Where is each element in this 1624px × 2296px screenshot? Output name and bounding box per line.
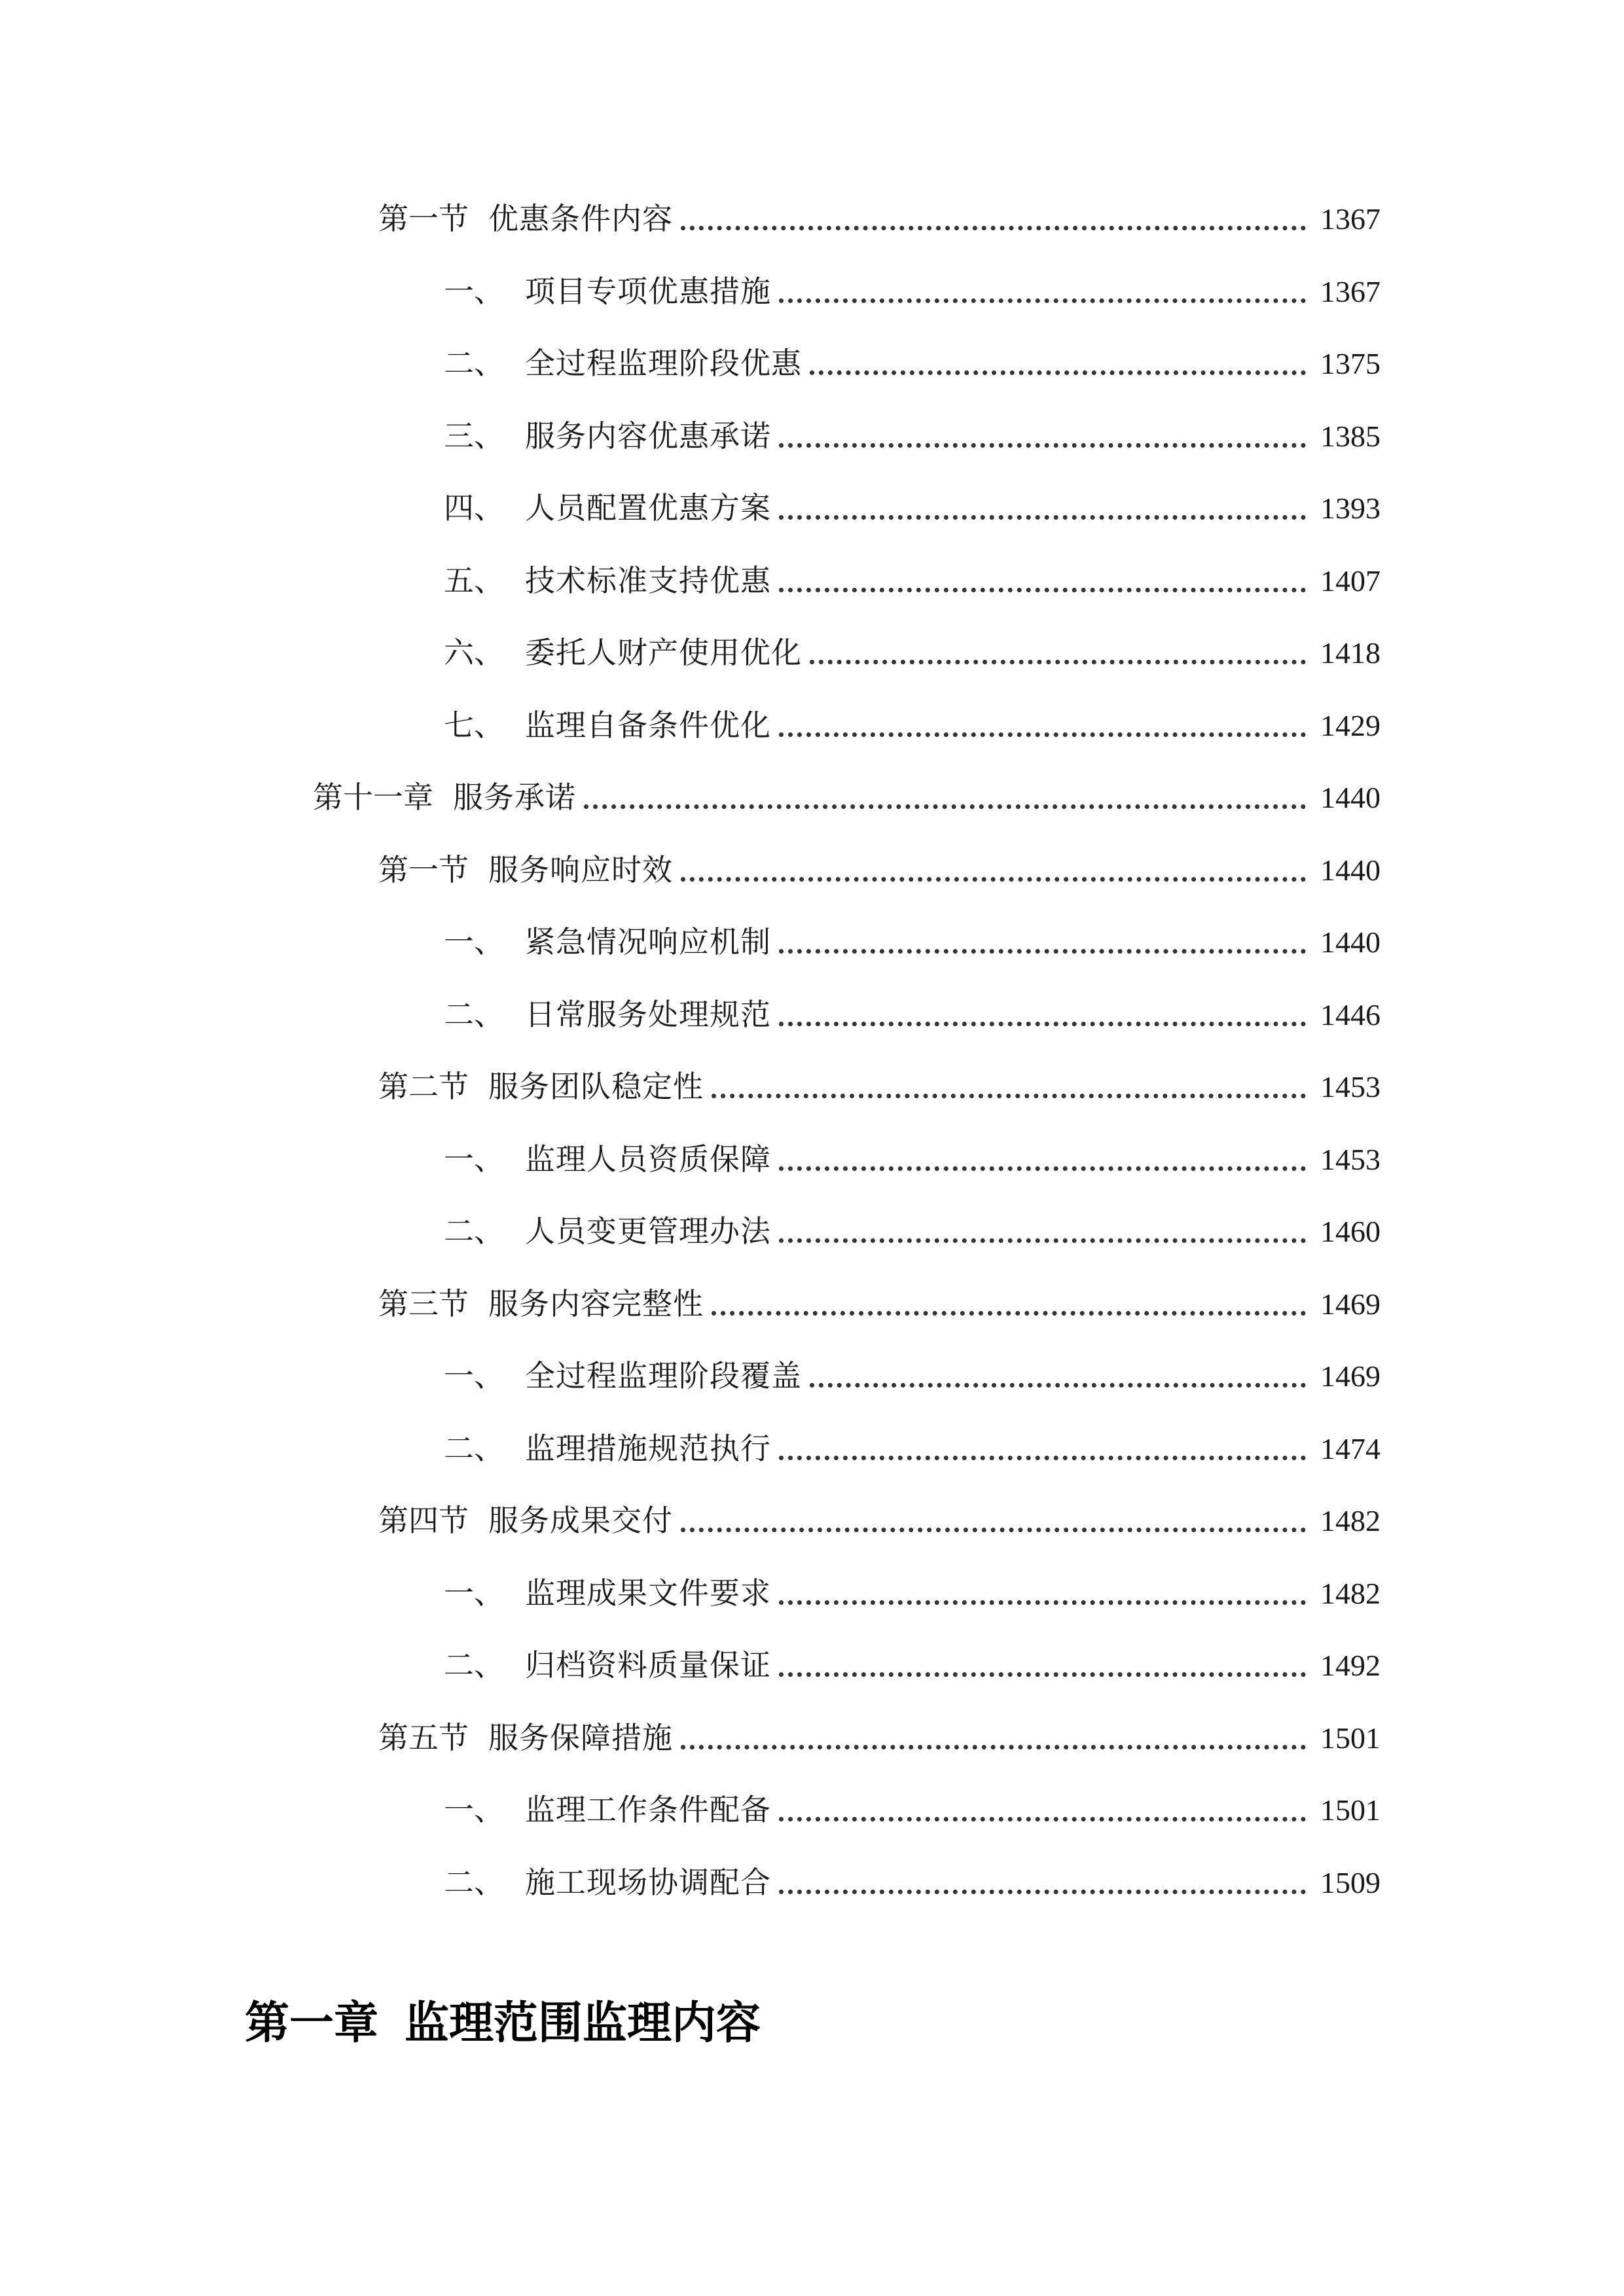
toc-entry-line [378,852,1380,888]
toc-dot-leader [779,1600,1306,1605]
toc-entry-number: 二、 [444,1647,504,1683]
toc-entry-chapter[interactable] [0,770,1624,843]
toc-dot-leader [681,877,1306,882]
toc-entry-title: 服务响应时效 [488,852,673,888]
toc-entry-number: 第三节 [378,1285,469,1321]
toc-dot-leader [810,660,1306,664]
toc-entry-section[interactable] [0,1494,1624,1566]
toc-dot-leader [779,1022,1306,1026]
toc-dot-leader [779,949,1306,954]
toc-dot-leader [810,1383,1306,1388]
toc-entry-line [444,924,1380,960]
toc-entry-page-number: 1440 [1320,853,1380,887]
toc-entry-page-number: 1453 [1320,1142,1380,1176]
toc-entry-number: 一、 [444,1141,504,1177]
toc-entry-line [378,1071,1380,1102]
toc-entry-page-number: 1367 [1320,274,1380,308]
toc-dot-leader [712,1311,1306,1316]
toc-entry-number: 一、 [444,1358,504,1393]
toc-entry-line [444,1141,1380,1177]
toc-entry-number: 第五节 [378,1719,469,1755]
toc-entry-number: 一、 [444,924,504,960]
toc-dot-leader [779,732,1306,737]
toc-entry-title: 全过程监理阶段优惠 [525,346,802,381]
toc-dot-leader [779,1817,1306,1821]
toc-entry-page-number: 1469 [1320,1359,1380,1393]
toc-entry-title: 服务内容优惠承诺 [525,418,771,454]
toc-entry-title: 监理人员资质保障 [525,1141,771,1177]
toc-entry-line [444,1792,1380,1827]
toc-entry-line [444,637,1380,668]
toc-entry-line [444,707,1380,743]
toc-entry-number: 三、 [444,418,504,454]
toc-entry-number: 七、 [444,707,504,743]
toc-entry-title: 施工现场协调配合 [525,1864,771,1900]
toc-entry-page-number: 1418 [1320,636,1380,670]
toc-entry-line [444,1213,1380,1249]
toc-entry-item[interactable] [0,1783,1624,1856]
toc-entry-number: 一、 [444,273,504,309]
toc-entry-line [444,996,1380,1032]
toc-entry-page-number: 1501 [1320,1793,1380,1827]
toc-dot-leader [779,1890,1306,1894]
toc-entry-number: 五、 [444,562,504,598]
toc-dot-leader [779,515,1306,520]
toc-entry-title: 紧急情况响应机制 [525,924,771,960]
toc-entry-item[interactable] [0,1204,1624,1277]
toc-dot-leader [779,1672,1306,1677]
toc-entry-number: 六、 [444,635,504,670]
table-of-contents [0,192,1624,1928]
toc-entry-line [444,273,1380,309]
toc-entry-page-number: 1492 [1320,1649,1380,1682]
toc-entry-line [444,1358,1380,1393]
toc-entry-line [313,782,1380,813]
toc-dot-leader [779,1238,1306,1243]
toc-entry-title: 日常服务处理规范 [525,996,771,1032]
toc-entry-page-number: 1469 [1320,1287,1380,1321]
toc-entry-page-number: 1474 [1320,1431,1380,1465]
toc-entry-line [378,1285,1380,1321]
toc-entry-number: 一、 [444,1792,504,1827]
toc-entry-section[interactable] [0,843,1624,916]
toc-dot-leader [584,804,1306,809]
toc-entry-page-number: 1453 [1320,1070,1380,1103]
toc-entry-item[interactable] [0,554,1624,626]
toc-entry-section[interactable] [0,1060,1624,1132]
toc-entry-item[interactable] [0,1638,1624,1711]
toc-entry-page-number: 1385 [1320,419,1380,453]
toc-entry-number: 第一节 [378,201,469,236]
toc-entry-number: 二、 [444,1864,504,1900]
toc-entry-title: 服务团队稳定性 [488,1069,704,1104]
toc-entry-item[interactable] [0,336,1624,409]
toc-entry-number: 第十一章 [313,780,433,815]
toc-entry-title: 项目专项优惠措施 [525,273,771,309]
toc-entry-number: 二、 [444,1213,504,1249]
toc-entry-number: 第二节 [378,1069,469,1104]
toc-dot-leader [810,370,1306,375]
toc-entry-title: 监理工作条件配备 [525,1792,771,1827]
toc-dot-leader [779,1166,1306,1171]
toc-entry-line [444,562,1380,598]
toc-dot-leader [712,1094,1306,1098]
toc-entry-page-number: 1482 [1320,1576,1380,1610]
toc-dot-leader [681,226,1306,230]
toc-entry-item[interactable] [0,409,1624,482]
toc-entry-item[interactable] [0,481,1624,554]
toc-dot-leader [779,1456,1306,1460]
toc-dot-leader [779,298,1306,303]
toc-entry-title: 服务成果交付 [488,1503,673,1538]
toc-entry-item[interactable] [0,1566,1624,1639]
toc-entry-number: 二、 [444,996,504,1032]
toc-entry-line [444,490,1380,526]
toc-entry-title: 监理自备条件优化 [525,707,771,743]
toc-entry-number: 二、 [444,1430,504,1466]
toc-entry-section[interactable] [0,1277,1624,1350]
toc-entry-title: 监理措施规范执行 [525,1430,771,1466]
toc-entry-item[interactable] [0,1132,1624,1205]
toc-entry-item[interactable] [0,988,1624,1060]
toc-entry-line [444,1575,1380,1611]
toc-entry-page-number: 1407 [1320,564,1380,598]
toc-entry-number: 二、 [444,346,504,381]
toc-entry-title: 服务保障措施 [488,1719,673,1755]
toc-entry-number: 第四节 [378,1503,469,1538]
toc-entry-title: 优惠条件内容 [488,201,673,236]
toc-entry-number: 四、 [444,490,504,526]
toc-dot-leader [681,1745,1306,1749]
toc-entry-section[interactable] [0,192,1624,264]
toc-entry-line [444,418,1380,454]
toc-entry-item[interactable] [0,626,1624,698]
toc-entry-page-number: 1375 [1320,347,1380,380]
toc-entry-line [444,1430,1380,1466]
toc-entry-title: 人员配置优惠方案 [525,490,771,526]
toc-entry-title: 委托人财产使用优化 [525,635,802,670]
toc-entry-item[interactable] [0,915,1624,988]
toc-entry-item[interactable] [0,1422,1624,1494]
toc-entry-page-number: 1367 [1320,202,1380,236]
toc-entry-title: 服务内容完整性 [488,1285,704,1321]
chapter-heading-number: 第一章 [245,1998,379,2049]
toc-entry-line [444,1864,1380,1900]
toc-entry-page-number: 1429 [1320,708,1380,742]
toc-entry-title: 技术标准支持优惠 [525,562,771,598]
toc-dot-leader [681,1528,1306,1532]
toc-dot-leader [779,588,1306,592]
toc-entry-item[interactable] [0,1856,1624,1928]
toc-entry-page-number: 1509 [1320,1865,1380,1899]
toc-entry-line [378,1719,1380,1755]
toc-entry-item[interactable] [0,264,1624,337]
toc-dot-leader [779,443,1306,448]
toc-entry-title: 全过程监理阶段覆盖 [525,1358,802,1393]
toc-entry-title: 人员变更管理办法 [525,1213,771,1249]
chapter-heading [245,1998,761,2050]
toc-entry-item[interactable] [0,1349,1624,1422]
toc-entry-page-number: 1446 [1320,997,1380,1031]
toc-entry-page-number: 1440 [1320,925,1380,959]
toc-entry-page-number: 1501 [1320,1721,1380,1755]
toc-entry-line [444,348,1380,379]
toc-entry-title: 归档资料质量保证 [525,1647,771,1683]
toc-entry-number: 一、 [444,1575,504,1611]
toc-entry-item[interactable] [0,698,1624,771]
chapter-heading-title: 监理范围监理内容 [405,1998,761,2049]
toc-entry-line [378,201,1380,236]
toc-entry-page-number: 1440 [1320,781,1380,814]
toc-entry-title: 服务承诺 [453,780,576,815]
toc-entry-section[interactable] [0,1711,1624,1784]
toc-entry-line [444,1647,1380,1683]
toc-entry-line [378,1505,1380,1536]
toc-entry-page-number: 1393 [1320,492,1380,525]
toc-entry-page-number: 1482 [1320,1504,1380,1537]
toc-entry-title: 监理成果文件要求 [525,1575,771,1611]
toc-entry-number: 第一节 [378,852,469,888]
toc-entry-page-number: 1460 [1320,1215,1380,1248]
